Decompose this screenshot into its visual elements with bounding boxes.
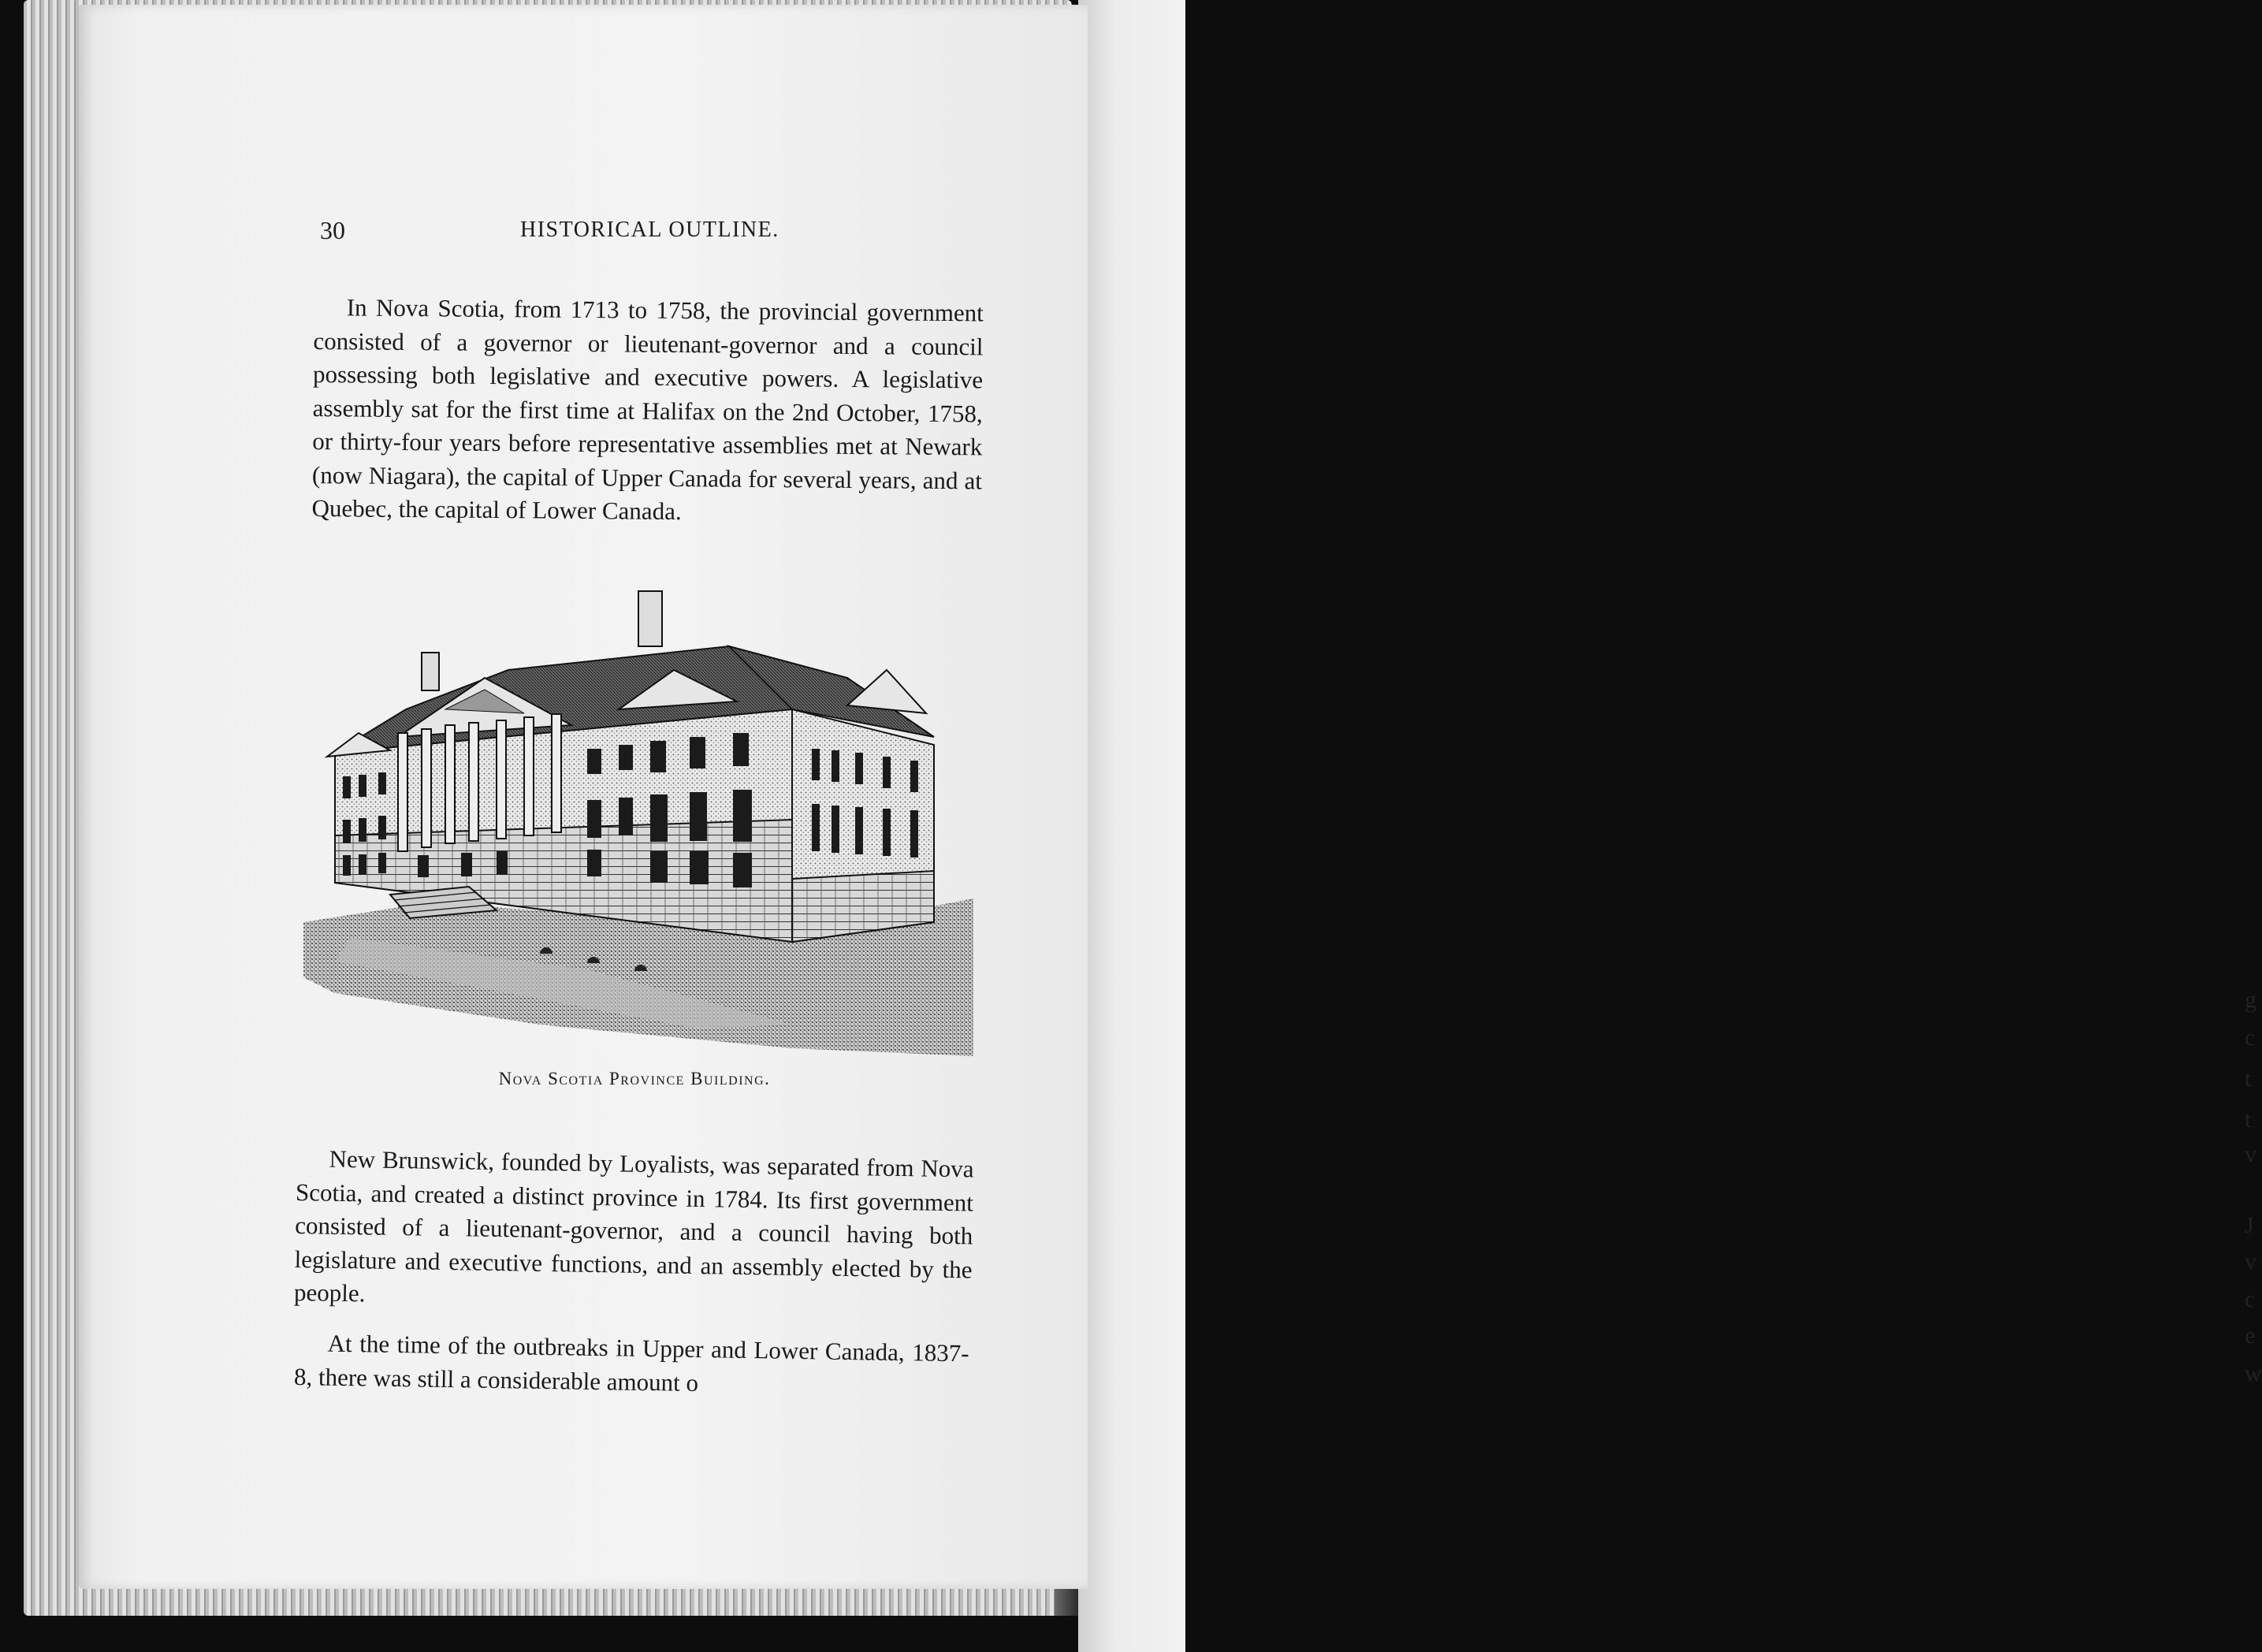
paragraph-outbreaks: At the time of the outbreaks in Upper and Lower Canada, 1837-8, there was still a considerable amount o — [293, 1329, 969, 1397]
edge-letter: c — [2245, 1025, 2256, 1051]
running-title: HISTORICAL OUTLINE. — [520, 218, 779, 242]
edge-letter: v — [2245, 1248, 2256, 1274]
paragraph-new-brunswick: New Brunswick, founded by Loyalists, was separated from Nova Scotia, and created a distinct province in 1784. Its first government consisted of a lieutenant-governor, and a council having both legislature and executive functions, and an assembly elected by the people. — [293, 1144, 974, 1308]
paragraph-nova-scotia: In Nova Scotia, from 1713 to 1758, the provincial government consisted of a governor or lieutenant-governor and a council possessing both legislative and executive powers. A legislative assembly sat for the first time at Halifax on the 2nd October, 1758, or thirty-four years before representative assemblies met at Newark (now Niagara), the capital of Upper Canada for several years, and at Quebec, the capital of Lower Canada. — [311, 293, 984, 526]
edge-letter: c — [2245, 1286, 2256, 1312]
edge-letter: t — [2245, 1107, 2252, 1133]
figure-caption: Nova Scotia Province Building. — [498, 1069, 771, 1088]
edge-letter: J — [2245, 1212, 2254, 1238]
building-illustration — [303, 583, 973, 1056]
edge-letter: t — [2245, 1066, 2252, 1092]
edge-letter: g — [2245, 987, 2256, 1013]
page-number: 30 — [320, 216, 345, 244]
edge-letter: v — [2245, 1141, 2256, 1167]
edge-letter: e — [2245, 1323, 2256, 1349]
running-head — [315, 214, 993, 254]
edge-letter: w — [2245, 1360, 2262, 1386]
facing-page-edge — [1078, 0, 2262, 1652]
